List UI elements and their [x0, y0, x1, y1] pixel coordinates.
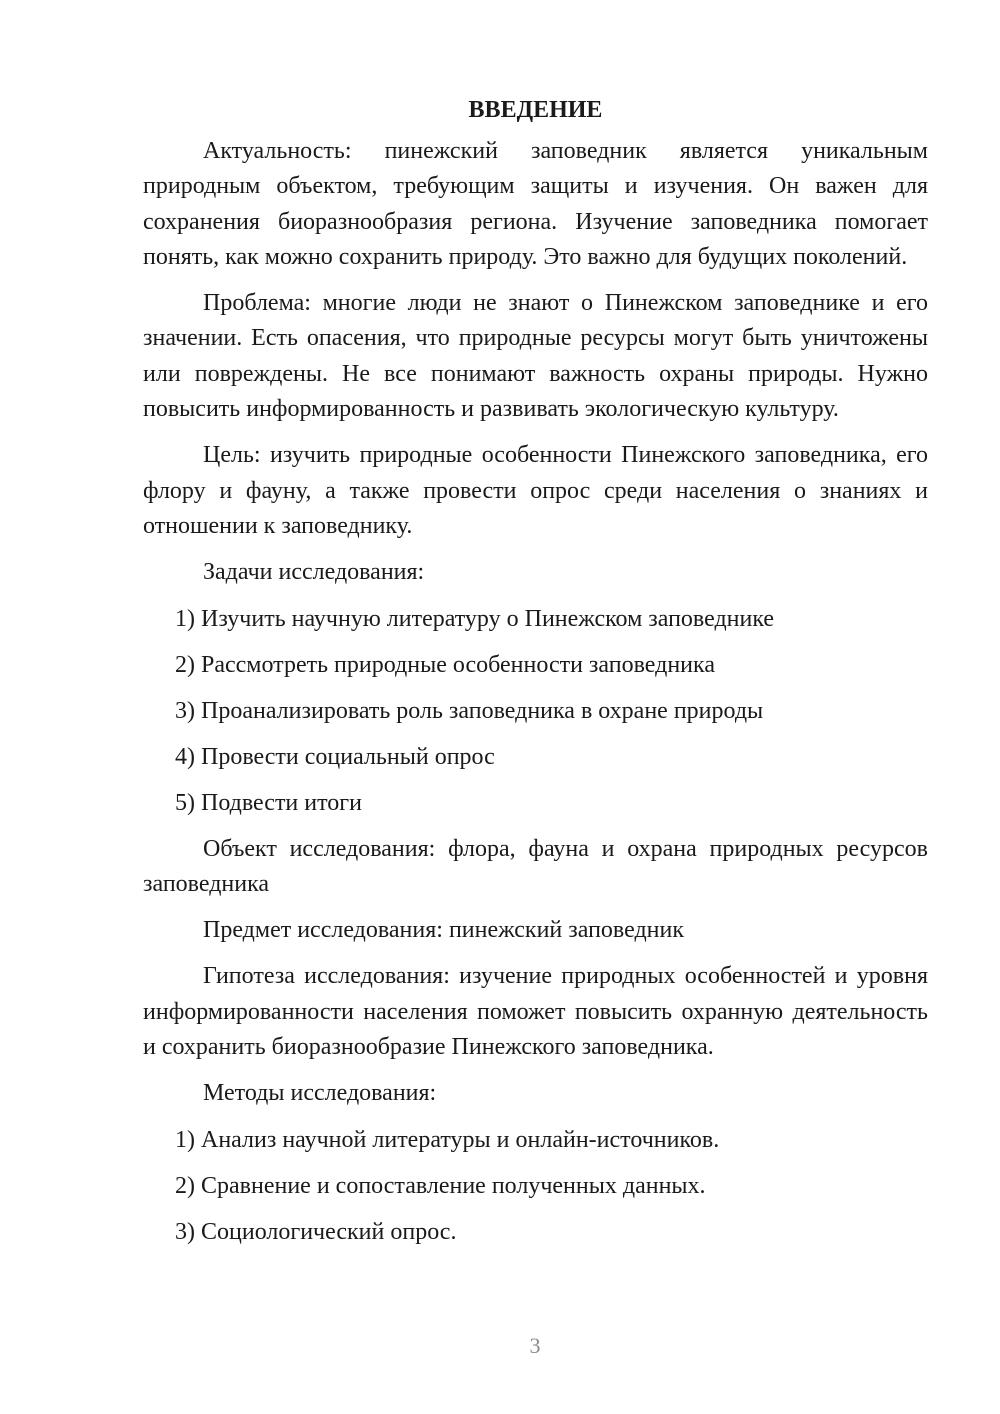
- object-paragraph: Объект исследования: флора, фауна и охрана природных ресурсов заповедника: [143, 835, 928, 897]
- list-item: 1) Изучить научную литературу о Пинежском заповеднике: [175, 605, 775, 632]
- page-number: 3: [529, 1333, 541, 1358]
- relevance-paragraph: Актуальность: пинежский заповедник является уникальным природным объектом, требующим защиты и изучения. Он важен для сохранения биоразнообразия региона. Изучение заповедника помогает понять, как можно сохранить природу. Это важно для будущих поколений.: [143, 138, 928, 270]
- list-item: 3) Социологический опрос.: [175, 1218, 457, 1245]
- methods-heading: Методы исследования:: [203, 1080, 437, 1107]
- list-item: 2) Рассмотреть природные особенности заповедника: [175, 651, 715, 678]
- tasks-list: [143, 602, 928, 821]
- methods-list: [143, 1123, 928, 1250]
- goal-paragraph: Цель: изучить природные особенности Пинежского заповедника, его флору и фауну, а также провести опрос среди населения о знаниях и отношении к заповеднику.: [143, 442, 928, 539]
- list-item: 5) Подвести итоги: [175, 789, 362, 816]
- page-content: [143, 92, 928, 1261]
- hypothesis-paragraph: Гипотеза исследования: изучение природных особенностей и уровня информированности населения поможет повысить охранную деятельность и сохранить биоразнообразие Пинежского заповедника.: [143, 963, 928, 1061]
- list-item: 3) Проанализировать роль заповедника в охране природы: [175, 697, 764, 724]
- page-title: ВВЕДЕНИЕ: [468, 97, 603, 123]
- tasks-heading: Задачи исследования:: [203, 559, 425, 586]
- list-item: 4) Провести социальный опрос: [175, 743, 495, 770]
- problem-paragraph: Проблема: многие люди не знают о Пинежском заповеднике и его значении. Есть опасения, что природные ресурсы могут быть уничтожены или повреждены. Не все понимают важность охраны природы. Нужно повысить информированность и развивать экологическую культуру.: [143, 290, 928, 423]
- list-item: 1) Анализ научной литературы и онлайн-источников.: [175, 1126, 720, 1153]
- list-item: 2) Сравнение и сопоставление полученных данных.: [175, 1172, 706, 1199]
- subject-paragraph: Предмет исследования: пинежский заповедник: [203, 917, 685, 944]
